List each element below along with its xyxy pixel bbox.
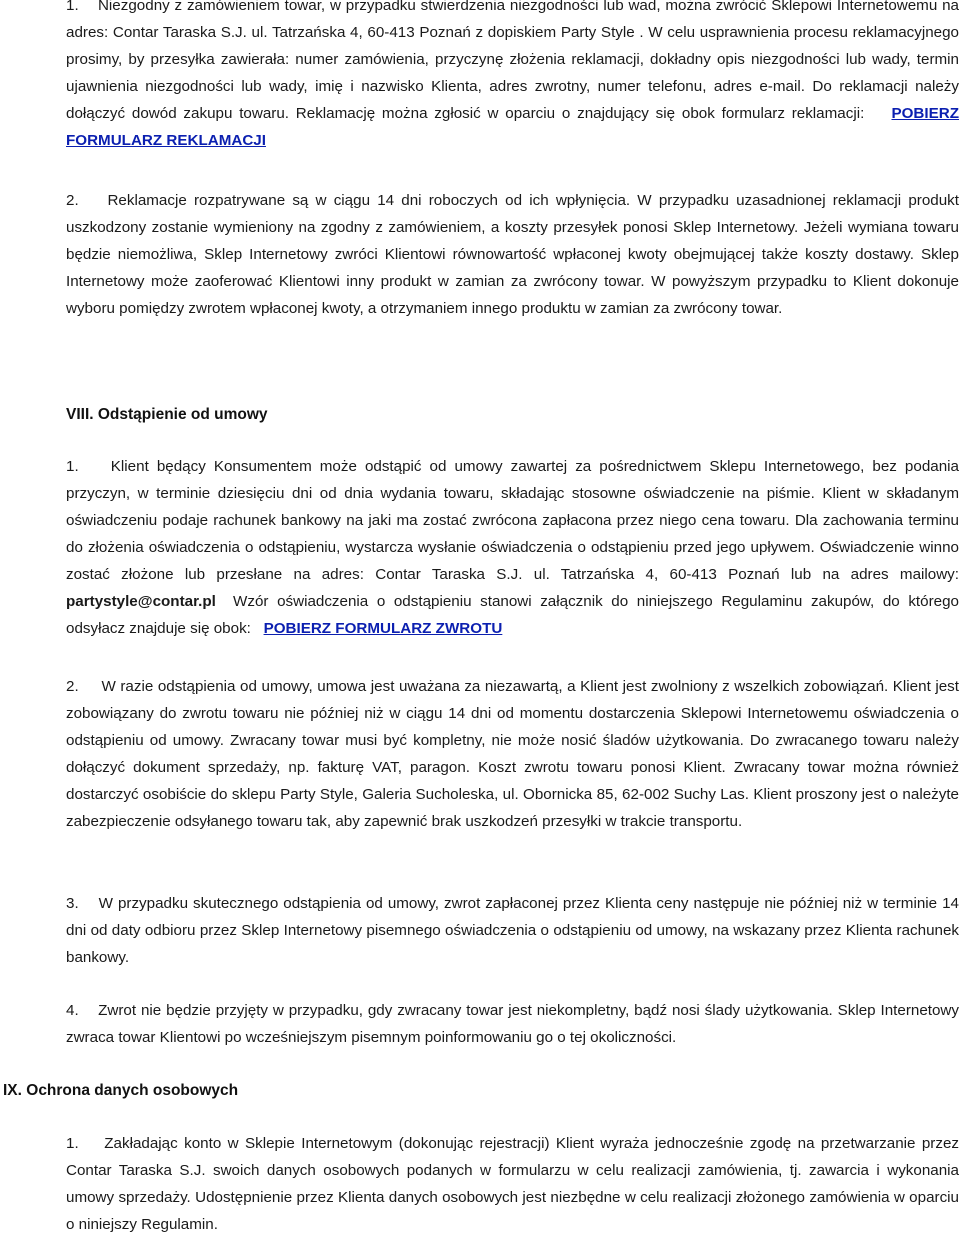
download-return-form-link[interactable]: POBIERZ FORMULARZ ZWROTU bbox=[263, 620, 503, 637]
paragraph-text-continued: Wzór oświadczenia o odstąpieniu stanowi załącznik do niniejszego Regulaminu zakupów, do którego odsyłacz znajduje się obok: bbox=[66, 593, 959, 637]
paragraph-number: 3. bbox=[66, 895, 79, 912]
withdrawal-paragraph-2 bbox=[66, 673, 959, 835]
withdrawal-paragraph-4 bbox=[66, 997, 959, 1051]
download-complaint-form-link[interactable]: POBIERZ FORMULARZ REKLAMACJI bbox=[66, 105, 959, 149]
paragraph-text: W razie odstąpienia od umowy, umowa jest uważana za niezawartą, a Klient jest zwolniony z wszelkich zobowiązań. Klient jest zobowiązany do zwrotu towaru nie później niż w ciągu 14 dni od momentu dostarczenia Sklepowi Internetowemu oświadczenia o odstąpieniu od umowy. Zwracany towar musi być kompletny, nie może nosić śladów użytkowania. Do zwracanego towaru należy dołączyć dokument sprzedaży, np. fakturę VAT, paragon. Koszt zwrotu towaru ponosi Klient. Zwracany towar można również dostarczyć osobiście do sklepu Party Style, Galeria Sucholeska, ul. Obornicka 85, 62-002 Suchy Las. Klient proszony jest o należyte zabezpieczenie odsyłanego towaru tak, aby zapewnić brak uszkodzeń przesyłki w trakcie transportu. bbox=[66, 678, 959, 830]
paragraph-text: Reklamacje rozpatrywane są w ciągu 14 dni roboczych od ich wpłynięcia. W przypadku uzasadnionej reklamacji produkt uszkodzony zostanie wymieniony na zgodny z zamówieniem, a koszty przesyłek ponosi Sklep Internetowy. Jeżeli wymiana towaru będzie niemożliwa, Sklep Internetowy zwróci Klientowi równowartość wpłaconej kwoty obejmującej także koszty dostawy. Sklep Internetowy może zaoferować Klientowi inny produkt w zamian za zwrócony towar. W powyższym przypadku to Klient dokonuje wyboru pomiędzy zwrotem wpłaconej kwoty, a otrzymaniem innego produktu w zamian za zwrócony towar. bbox=[66, 192, 959, 317]
section-heading-withdrawal: VIII. Odstąpienie od umowy bbox=[66, 406, 268, 423]
paragraph-number: 2. bbox=[66, 192, 79, 209]
paragraph-number: 2. bbox=[66, 678, 79, 695]
paragraph-text: W przypadku skutecznego odstąpienia od umowy, zwrot zapłaconej przez Klienta ceny następuje nie później niż w terminie 14 dni od daty odbioru przez Sklep Internetowy pisemnego oświadczenia o odstąpieniu od umowy, na wskazany przez Klienta rachunek bankowy. bbox=[66, 895, 959, 966]
paragraph-number: 1. bbox=[66, 0, 79, 14]
paragraph-number: 1. bbox=[66, 458, 79, 475]
paragraph-text: Niezgodny z zamówieniem towar, w przypadku stwierdzenia niezgodności lub wad, można zwrócić Sklepowi Internetowemu na adres: Contar Taraska S.J. ul. Tatrzańska 4, 60-413 Poznań z dopiskiem Party Style . W celu usprawnienia procesu reklamacyjnego prosimy, by przesyłka zawierała: numer zamówienia, przyczynę złożenia reklamacji, dokładny opis niezgodności lub wady, termin ujawnienia niezgodności lub wady, imię i nazwisko Klienta, adres zwrotny, numer telefonu, adres e-mail. Do reklamacji należy dołączyć dowód zakupu towaru. Reklamację można zgłosić w oparciu o znajdujący się obok formularz reklamacji: bbox=[66, 0, 959, 122]
data-protection-paragraph-1 bbox=[66, 1130, 959, 1238]
section-heading-data-protection: IX. Ochrona danych osobowych bbox=[3, 1082, 239, 1099]
contact-email: partystyle@contar.pl bbox=[66, 593, 216, 610]
paragraph-number: 1. bbox=[66, 1135, 79, 1152]
paragraph-number: 4. bbox=[66, 1002, 79, 1019]
complaint-paragraph-2 bbox=[66, 187, 959, 322]
paragraph-text: Klient będący Konsumentem może odstąpić od umowy zawartej za pośrednictwem Sklepu Internetowego, bez podania przyczyn, w terminie dziesięciu dni od dnia wydania towaru, składając stosowne oświadczenie na piśmie. Klient w składanym oświadczeniu podaje rachunek bankowy na jaki ma zostać zwrócona zapłacona przez niego cena towaru. Dla zachowania terminu do złożenia oświadczenia o odstąpieniu, wystarcza wysłanie oświadczenia o odstąpieniu przed jego upływem. Oświadczenie winno zostać złożone lub przesłane na adres: Contar Taraska S.J. ul. Tatrzańska 4, 60-413 Poznań lub na adres mailowy: bbox=[66, 458, 959, 583]
paragraph-text: Zwrot nie będzie przyjęty w przypadku, gdy zwracany towar jest niekompletny, bądź nosi ślady użytkowania. Sklep Internetowy zwraca towar Klientowi po wcześniejszym pisemnym poinformowaniu go o tej okoliczności. bbox=[66, 1002, 959, 1046]
paragraph-text: Zakładając konto w Sklepie Internetowym (dokonując rejestracji) Klient wyraża jednocześnie zgodę na przetwarzanie przez Contar Taraska S.J. swoich danych osobowych podanych w formularzu w celu realizacji zamówienia, tj. zawarcia i wykonania umowy sprzedaży. Udostępnienie przez Klienta danych osobowych jest niezbędne w celu realizacji złożonego zamówienia w oparciu o niniejszy Regulamin. bbox=[66, 1135, 959, 1233]
withdrawal-paragraph-1 bbox=[66, 453, 959, 642]
withdrawal-paragraph-3 bbox=[66, 890, 959, 971]
complaint-paragraph-1 bbox=[66, 0, 959, 154]
